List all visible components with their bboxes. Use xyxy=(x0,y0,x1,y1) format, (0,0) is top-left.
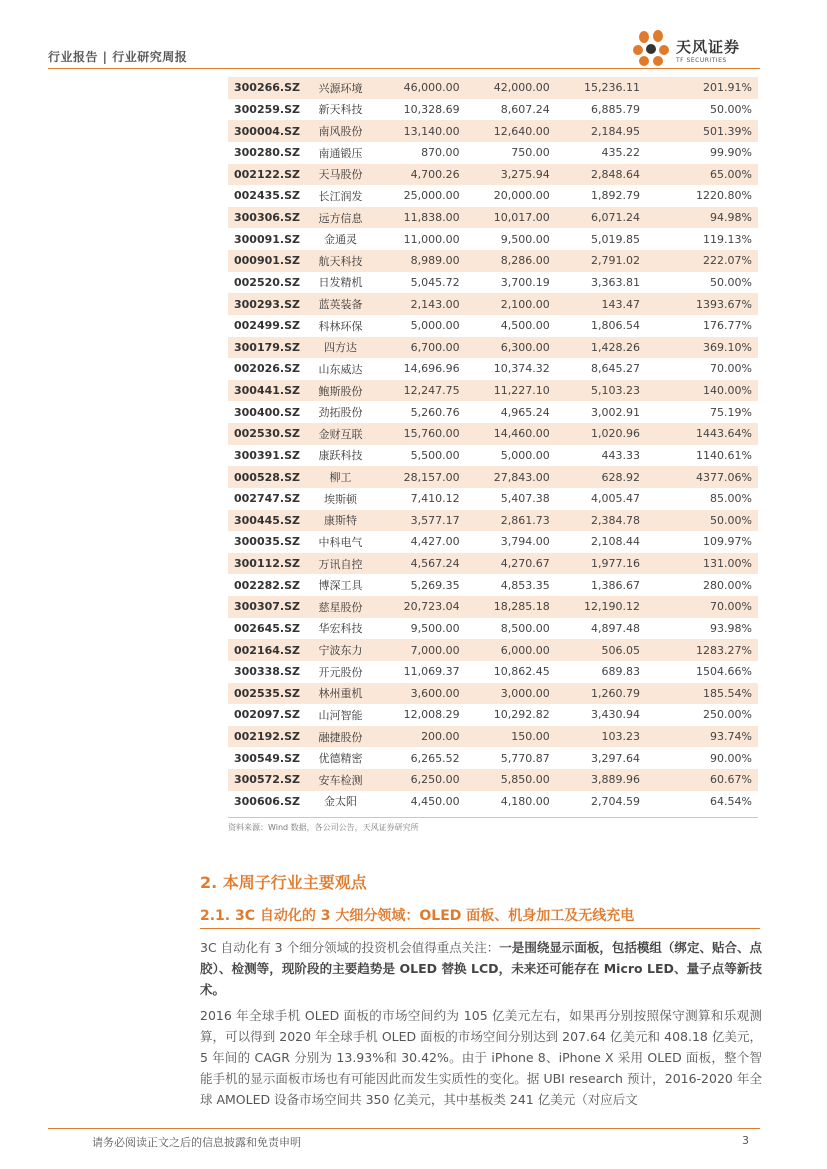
stock-code-cell: 002535.SZ xyxy=(228,683,308,705)
stock-code-cell: 300606.SZ xyxy=(234,794,300,808)
stock-code-cell: 300266.SZ xyxy=(228,77,308,99)
stock-code-cell: 300179.SZ xyxy=(228,337,308,359)
value-c-cell: 628.92 xyxy=(554,466,644,488)
percentage-cell: 75.19% xyxy=(710,405,752,419)
value-b-cell: 4,853.35 xyxy=(500,578,550,592)
value-b-cell: 9,500.00 xyxy=(500,232,550,246)
value-c-cell: 3,297.64 xyxy=(590,751,640,765)
value-c-cell: 1,806.54 xyxy=(590,319,640,333)
private-placement-table xyxy=(228,77,758,812)
value-b-cell: 6,300.00 xyxy=(464,337,554,359)
value-b-cell: 8,607.24 xyxy=(500,102,550,116)
value-b-cell: 4,965.24 xyxy=(500,405,550,419)
value-c-cell: 1,428.26 xyxy=(554,337,644,359)
table-row xyxy=(228,185,758,207)
value-b-cell: 5,770.87 xyxy=(500,751,550,765)
company-name-cell: 日发精机 xyxy=(318,276,363,290)
value-b-cell: 8,500.00 xyxy=(500,621,550,635)
stock-code-cell: 002645.SZ xyxy=(234,621,300,635)
stock-code-cell: 002282.SZ xyxy=(234,578,300,592)
value-b-cell: 3,700.19 xyxy=(500,275,550,289)
value-a-cell: 25,000.00 xyxy=(403,189,460,203)
table-row xyxy=(228,228,758,250)
company-name-cell: 金太阳 xyxy=(323,795,357,809)
table-row xyxy=(228,445,758,467)
percentage-cell: 140.00% xyxy=(644,380,758,402)
value-a-cell: 20,723.04 xyxy=(373,596,463,618)
stock-code-cell: 300280.SZ xyxy=(234,146,300,160)
value-c-cell: 435.22 xyxy=(601,146,640,160)
value-b-cell: 6,000.00 xyxy=(464,639,554,661)
value-c-cell: 15,236.11 xyxy=(554,77,644,99)
header-divider xyxy=(48,68,760,69)
value-b-cell: 11,227.10 xyxy=(464,380,554,402)
company-name-cell: 金财互联 xyxy=(308,423,374,445)
value-a-cell: 3,600.00 xyxy=(373,683,463,705)
table-row xyxy=(228,380,758,402)
table-source-note: 资料来源：Wind 数据，各公司公告，天风证券研究所 xyxy=(228,823,419,832)
value-b-cell: 3,275.94 xyxy=(464,164,554,186)
value-c-cell: 4,897.48 xyxy=(590,621,640,635)
value-a-cell: 5,260.76 xyxy=(410,405,460,419)
percentage-cell: 1443.64% xyxy=(644,423,758,445)
value-c-cell: 1,020.96 xyxy=(554,423,644,445)
company-name-cell: 四方达 xyxy=(308,337,374,359)
table-row xyxy=(228,99,758,121)
value-b-cell: 5,000.00 xyxy=(500,448,550,462)
paragraph-1-lead: 3C 自动化有 3 个细分领域的投资机会值得重点关注： xyxy=(200,940,500,955)
value-c-cell: 3,002.91 xyxy=(590,405,640,419)
stock-code-cell: 300400.SZ xyxy=(234,405,300,419)
value-b-cell: 4,270.67 xyxy=(464,553,554,575)
company-name-cell: 鲍斯股份 xyxy=(308,380,374,402)
value-b-cell: 10,292.82 xyxy=(493,708,550,722)
company-name-cell: 融捷股份 xyxy=(308,726,374,748)
percentage-cell: 109.97% xyxy=(703,535,752,549)
value-a-cell: 5,045.72 xyxy=(410,275,460,289)
percentage-cell: 50.00% xyxy=(710,275,752,289)
page-number: 3 xyxy=(742,1134,749,1147)
company-name-cell: 中科电气 xyxy=(318,535,363,549)
table-row xyxy=(228,466,758,488)
value-c-cell: 506.05 xyxy=(554,639,644,661)
value-a-cell: 7,000.00 xyxy=(373,639,463,661)
company-logo xyxy=(632,28,762,68)
percentage-cell: 4377.06% xyxy=(644,466,758,488)
percentage-cell: 94.98% xyxy=(644,207,758,229)
value-a-cell: 6,265.52 xyxy=(410,751,460,765)
value-a-cell: 11,069.37 xyxy=(403,665,460,679)
percentage-cell: 250.00% xyxy=(703,708,752,722)
value-a-cell: 8,989.00 xyxy=(373,250,463,272)
value-b-cell: 18,285.18 xyxy=(464,596,554,618)
value-c-cell: 3,889.96 xyxy=(554,769,644,791)
company-name-cell: 林州重机 xyxy=(308,683,374,705)
percentage-cell: 119.13% xyxy=(703,232,752,246)
percentage-cell: 369.10% xyxy=(644,337,758,359)
table-row xyxy=(228,293,758,315)
stock-code-cell: 300293.SZ xyxy=(228,293,308,315)
value-a-cell: 46,000.00 xyxy=(373,77,463,99)
table-row xyxy=(228,791,758,813)
table-row xyxy=(228,553,758,575)
value-c-cell: 4,005.47 xyxy=(590,492,640,506)
value-a-cell: 5,269.35 xyxy=(410,578,460,592)
stock-code-cell: 002192.SZ xyxy=(228,726,308,748)
logo-text-en: TF SECURITIES xyxy=(676,57,727,64)
value-a-cell: 9,500.00 xyxy=(410,621,460,635)
paragraph-1 xyxy=(200,937,762,1000)
stock-code-cell: 300338.SZ xyxy=(234,665,300,679)
footer-disclaimer: 请务必阅读正文之后的信息披露和免责申明 xyxy=(92,1136,301,1149)
value-c-cell: 1,892.79 xyxy=(590,189,640,203)
table-row xyxy=(228,207,758,229)
value-a-cell: 10,328.69 xyxy=(403,102,460,116)
logo-text-cn: 天风证券 xyxy=(676,38,741,56)
paragraph-2: 2016 年全球手机 OLED 面板的市场空间约为 105 亿美元左右，如果再分别按照保守测算和乐观测算，可以得到 2020 年全球手机 OLED 面板的市场空间分别达到 207.64 亿美元和 408.18 亿美元，5 年间的 CAGR 分别为 13.93%和 30.42%。由于 iPhone 8、iPhone X 采用 OLED 面板，整个智能手机的显示面板市场也有可能因此而发生实质性的变化。据 UBI research 预计，2016-2020 年全球 AMOLED 设备市场空间共 350 亿美元，其中基板类 241 亿美元（对应后文 xyxy=(200,1008,762,1107)
percentage-cell: 65.00% xyxy=(644,164,758,186)
table-row xyxy=(228,747,758,769)
company-name-cell: 山东威达 xyxy=(318,362,363,376)
percentage-cell: 1393.67% xyxy=(644,293,758,315)
table-row xyxy=(228,574,758,596)
value-c-cell: 6,885.79 xyxy=(590,102,640,116)
value-a-cell: 15,760.00 xyxy=(373,423,463,445)
percentage-cell: 50.00% xyxy=(710,102,752,116)
value-a-cell: 3,577.17 xyxy=(373,510,463,532)
value-a-cell: 13,140.00 xyxy=(373,120,463,142)
company-name-cell: 优德精密 xyxy=(318,752,363,766)
table-row xyxy=(228,272,758,294)
table-row xyxy=(228,683,758,705)
value-c-cell: 1,386.67 xyxy=(590,578,640,592)
stock-code-cell: 002520.SZ xyxy=(234,275,300,289)
stock-code-cell: 300112.SZ xyxy=(228,553,308,575)
value-c-cell: 8,645.27 xyxy=(590,362,640,376)
value-b-cell: 150.00 xyxy=(464,726,554,748)
value-b-cell: 3,794.00 xyxy=(500,535,550,549)
percentage-cell: 1283.27% xyxy=(644,639,758,661)
table-row xyxy=(228,358,758,380)
value-c-cell: 2,791.02 xyxy=(554,250,644,272)
percentage-cell: 93.74% xyxy=(644,726,758,748)
value-a-cell: 4,450.00 xyxy=(410,794,460,808)
stock-code-cell: 300445.SZ xyxy=(228,510,308,532)
company-name-cell: 慈星股份 xyxy=(308,596,374,618)
percentage-cell: 1504.66% xyxy=(696,665,752,679)
table-row xyxy=(228,120,758,142)
company-name-cell: 安车检测 xyxy=(308,769,374,791)
value-b-cell: 10,374.32 xyxy=(493,362,550,376)
value-c-cell: 1,977.16 xyxy=(554,553,644,575)
percentage-cell: 50.00% xyxy=(644,510,758,532)
value-b-cell: 12,640.00 xyxy=(464,120,554,142)
value-c-cell: 12,190.12 xyxy=(554,596,644,618)
percentage-cell: 201.91% xyxy=(644,77,758,99)
percentage-cell: 85.00% xyxy=(710,492,752,506)
value-a-cell: 870.00 xyxy=(421,146,460,160)
value-b-cell: 20,000.00 xyxy=(493,189,550,203)
value-c-cell: 6,071.24 xyxy=(554,207,644,229)
stock-code-cell: 002026.SZ xyxy=(234,362,300,376)
value-a-cell: 4,427.00 xyxy=(410,535,460,549)
value-c-cell: 2,184.95 xyxy=(554,120,644,142)
value-b-cell: 4,500.00 xyxy=(500,319,550,333)
stock-code-cell: 000528.SZ xyxy=(228,466,308,488)
company-name-cell: 劲拓股份 xyxy=(318,406,363,420)
table-row xyxy=(228,77,758,99)
company-name-cell: 开元股份 xyxy=(318,665,363,679)
stock-code-cell: 300259.SZ xyxy=(234,102,300,116)
table-row xyxy=(228,423,758,445)
value-a-cell: 4,700.26 xyxy=(373,164,463,186)
value-c-cell: 2,848.64 xyxy=(554,164,644,186)
stock-code-cell: 002122.SZ xyxy=(228,164,308,186)
table-row xyxy=(228,510,758,532)
value-c-cell: 5,103.23 xyxy=(554,380,644,402)
company-name-cell: 航天科技 xyxy=(308,250,374,272)
table-row xyxy=(228,315,758,337)
stock-code-cell: 300004.SZ xyxy=(228,120,308,142)
value-a-cell: 6,700.00 xyxy=(373,337,463,359)
percentage-cell: 90.00% xyxy=(710,751,752,765)
table-row xyxy=(228,142,758,164)
value-b-cell: 10,017.00 xyxy=(464,207,554,229)
company-name-cell: 长江润发 xyxy=(318,189,363,203)
table-row xyxy=(228,250,758,272)
table-row xyxy=(228,639,758,661)
company-name-cell: 康跃科技 xyxy=(318,449,363,463)
percentage-cell: 64.54% xyxy=(710,794,752,808)
company-name-cell: 柳工 xyxy=(308,466,374,488)
value-a-cell: 7,410.12 xyxy=(410,492,460,506)
percentage-cell: 1220.80% xyxy=(696,189,752,203)
value-b-cell: 750.00 xyxy=(511,146,550,160)
table-row xyxy=(228,164,758,186)
percentage-cell: 501.39% xyxy=(644,120,758,142)
stock-code-cell: 000901.SZ xyxy=(228,250,308,272)
value-a-cell: 11,838.00 xyxy=(373,207,463,229)
percentage-cell: 185.54% xyxy=(644,683,758,705)
company-name-cell: 新天科技 xyxy=(318,103,363,117)
stock-code-cell: 002097.SZ xyxy=(234,708,300,722)
value-b-cell: 3,000.00 xyxy=(464,683,554,705)
value-c-cell: 3,363.81 xyxy=(590,275,640,289)
footer-divider xyxy=(48,1128,760,1129)
company-name-cell: 万讯自控 xyxy=(308,553,374,575)
table-row xyxy=(228,488,758,510)
percentage-cell: 70.00% xyxy=(710,362,752,376)
company-name-cell: 科林环保 xyxy=(318,319,363,333)
value-b-cell: 10,862.45 xyxy=(493,665,550,679)
value-c-cell: 689.83 xyxy=(601,665,640,679)
stock-code-cell: 300091.SZ xyxy=(234,232,300,246)
company-name-cell: 金通灵 xyxy=(323,233,357,247)
value-b-cell: 4,180.00 xyxy=(500,794,550,808)
stock-code-cell: 300441.SZ xyxy=(228,380,308,402)
value-a-cell: 14,696.96 xyxy=(403,362,460,376)
value-c-cell: 3,430.94 xyxy=(590,708,640,722)
company-name-cell: 远方信息 xyxy=(308,207,374,229)
value-c-cell: 2,704.59 xyxy=(590,794,640,808)
value-b-cell: 27,843.00 xyxy=(464,466,554,488)
value-a-cell: 6,250.00 xyxy=(373,769,463,791)
value-c-cell: 5,019.85 xyxy=(590,232,640,246)
stock-code-cell: 300307.SZ xyxy=(228,596,308,618)
stock-code-cell: 300391.SZ xyxy=(234,448,300,462)
table-row xyxy=(228,704,758,726)
value-a-cell: 5,000.00 xyxy=(410,319,460,333)
stock-code-cell: 002747.SZ xyxy=(234,492,300,506)
company-name-cell: 天马股份 xyxy=(308,164,374,186)
value-b-cell: 42,000.00 xyxy=(464,77,554,99)
report-category: 行业报告 | 行业研究周报 xyxy=(48,50,188,64)
company-name-cell: 华宏科技 xyxy=(318,622,363,636)
table-bottom-border xyxy=(228,817,758,818)
company-name-cell: 埃斯顿 xyxy=(323,492,357,506)
percentage-cell: 1140.61% xyxy=(696,448,752,462)
value-c-cell: 143.47 xyxy=(554,293,644,315)
value-a-cell: 4,567.24 xyxy=(373,553,463,575)
company-name-cell: 康斯特 xyxy=(308,510,374,532)
percentage-cell: 280.00% xyxy=(703,578,752,592)
paragraph-1-highlight: 一是围绕显示面板，包括模组（绑定、贴合、点胶）、检测等，现阶段的主要趋势是 OLED 替换 LCD，未来还可能存在 Micro LED、量子点等新技术。 xyxy=(200,940,762,997)
table-row xyxy=(228,337,758,359)
value-c-cell: 443.33 xyxy=(601,448,640,462)
percentage-cell: 70.00% xyxy=(644,596,758,618)
stock-code-cell: 002530.SZ xyxy=(228,423,308,445)
table-row xyxy=(228,401,758,423)
stock-code-cell: 300306.SZ xyxy=(228,207,308,229)
value-c-cell: 2,108.44 xyxy=(590,535,640,549)
value-a-cell: 2,143.00 xyxy=(373,293,463,315)
value-a-cell: 200.00 xyxy=(373,726,463,748)
value-c-cell: 2,384.78 xyxy=(554,510,644,532)
table-row xyxy=(228,769,758,791)
stock-code-cell: 002435.SZ xyxy=(234,189,300,203)
company-name-cell: 兴源环境 xyxy=(308,77,374,99)
value-b-cell: 5,850.00 xyxy=(464,769,554,791)
percentage-cell: 93.98% xyxy=(710,621,752,635)
percentage-cell: 222.07% xyxy=(644,250,758,272)
company-name-cell: 山河智能 xyxy=(318,708,363,722)
company-name-cell: 博深工具 xyxy=(318,579,363,593)
value-b-cell: 8,286.00 xyxy=(464,250,554,272)
value-b-cell: 5,407.38 xyxy=(500,492,550,506)
percentage-cell: 176.77% xyxy=(703,319,752,333)
stock-code-cell: 002499.SZ xyxy=(234,319,300,333)
value-b-cell: 2,100.00 xyxy=(464,293,554,315)
value-b-cell: 14,460.00 xyxy=(464,423,554,445)
company-name-cell: 宁波东力 xyxy=(308,639,374,661)
section-heading: 2. 本周子行业主要观点 xyxy=(200,873,367,892)
table-row xyxy=(228,661,758,683)
value-a-cell: 12,247.75 xyxy=(373,380,463,402)
subsection-divider xyxy=(200,928,760,929)
stock-code-cell: 300035.SZ xyxy=(234,535,300,549)
table-row xyxy=(228,596,758,618)
subsection-heading: 2.1. 3C 自动化的 3 大细分领域：OLED 面板、机身加工及无线充电 xyxy=(200,908,635,924)
percentage-cell: 99.90% xyxy=(710,146,752,160)
value-b-cell: 2,861.73 xyxy=(464,510,554,532)
logo-petals-icon xyxy=(632,28,674,68)
percentage-cell: 131.00% xyxy=(644,553,758,575)
value-c-cell: 103.23 xyxy=(554,726,644,748)
table-row xyxy=(228,531,758,553)
value-c-cell: 1,260.79 xyxy=(554,683,644,705)
table-row xyxy=(228,726,758,748)
company-name-cell: 南通锻压 xyxy=(318,146,363,160)
value-a-cell: 11,000.00 xyxy=(403,232,460,246)
value-a-cell: 12,008.29 xyxy=(403,708,460,722)
table-row xyxy=(228,618,758,640)
percentage-cell: 60.67% xyxy=(644,769,758,791)
value-a-cell: 28,157.00 xyxy=(373,466,463,488)
value-a-cell: 5,500.00 xyxy=(410,448,460,462)
company-name-cell: 蓝英装备 xyxy=(308,293,374,315)
stock-code-cell: 300572.SZ xyxy=(228,769,308,791)
stock-code-cell: 300549.SZ xyxy=(234,751,300,765)
stock-code-cell: 002164.SZ xyxy=(228,639,308,661)
company-name-cell: 南风股份 xyxy=(308,120,374,142)
